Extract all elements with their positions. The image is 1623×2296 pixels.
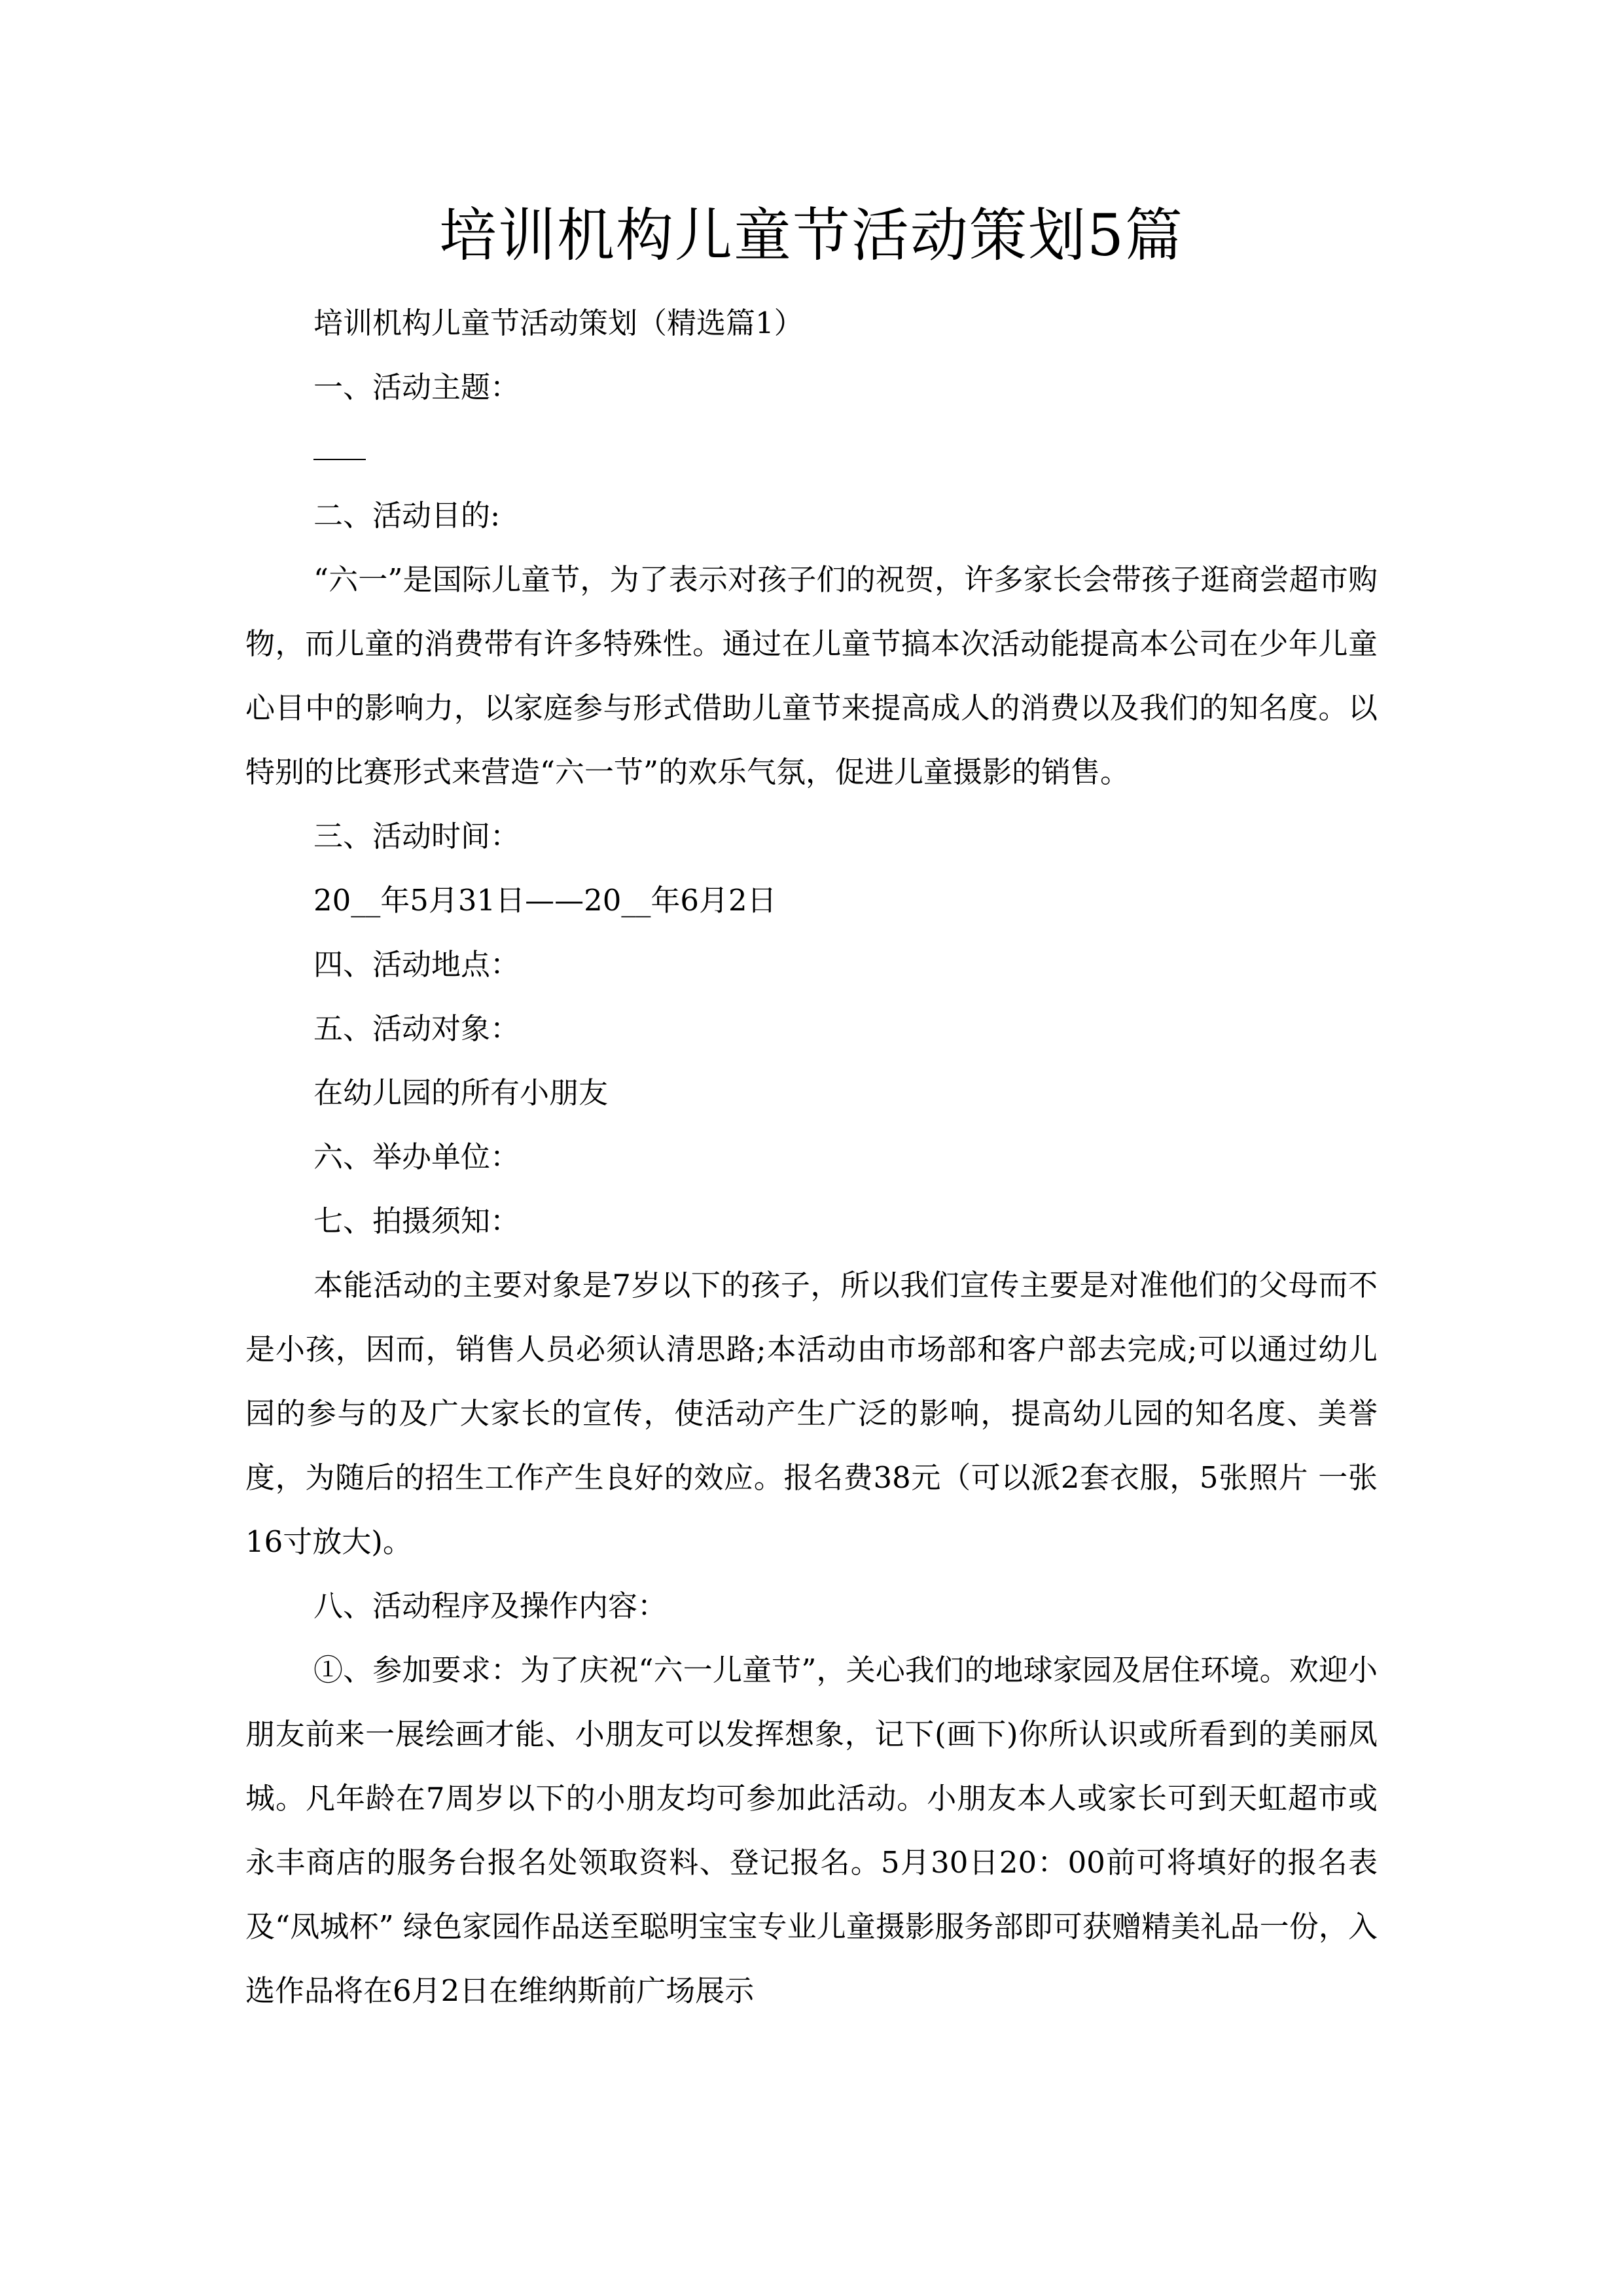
document-body — [245, 291, 1378, 2023]
item-time-heading: 三、活动时间： — [313, 819, 520, 853]
paragraph-time: 20__年5月31日——20__年6月2日 — [313, 883, 777, 918]
item-place-heading: 四、活动地点： — [313, 947, 520, 982]
item-purpose-heading: 二、活动目的: — [313, 498, 501, 533]
paragraph-purpose: “六一”是国际儿童节，为了表示对孩子们的祝贺，许多家长会带孩子逛商尝超市购物，而儿童的消费带有许多特殊性。通过在儿童节搞本次活动能提高本公司在少年儿童心目中的影响力，以家庭参与形式借助儿童节来提高成人的消费以及我们的知名度。以特别的比赛形式来营造“六一节”的欢乐气氛，促进儿童摄影的销售。 — [245, 562, 1378, 789]
section-heading: 培训机构儿童节活动策划（精选篇1） — [313, 306, 804, 340]
paragraph-notice: 本能活动的主要对象是7岁以下的孩子，所以我们宣传主要是对准他们的父母而不是小孩，因而，销售人员必须认清思路;本活动由市场部和客户部去完成;可以通过幼儿园的参与的及广大家长的宣传，使活动产生广泛的影响，提高幼儿园的知名度、美誉度，为随后的招生工作产生良好的效应。报名费38元（可以派2套衣服，5张照片 一张16寸放大)。 — [245, 1268, 1378, 1559]
paragraph-procedure: ①、参加要求：为了庆祝“六一儿童节”，关心我们的地球家园及居住环境。欢迎小朋友前来一展绘画才能、小朋友可以发挥想象，记下(画下)你所认识或所看到的美丽凤城。凡年龄在7周岁以下的小朋友均可参加此活动。小朋友本人或家长可到天虹超市或永丰商店的服务台报名处领取资料、登记报名。5月30日20：00前可将填好的报名表及“凤城杯” 绿色家园作品送至聪明宝宝专业儿童摄影服务部即可获赠精美礼品一份，入选作品将在6月2日在维纳斯前广场展示 — [245, 1653, 1378, 2008]
paragraph-target: 在幼儿园的所有小朋友 — [313, 1075, 609, 1110]
blank-line — [245, 420, 1378, 484]
item-target-heading: 五、活动对象： — [313, 1011, 520, 1046]
item-notice-heading: 七、拍摄须知： — [313, 1204, 520, 1238]
item-procedure-heading: 八、活动程序及操作内容： — [313, 1588, 668, 1623]
item-theme-heading: 一、活动主题： — [313, 370, 520, 404]
blank-underline — [313, 459, 366, 460]
item-organizer-heading: 六、举办单位： — [313, 1139, 520, 1174]
document-title: 培训机构儿童节活动策划5篇 — [439, 202, 1184, 269]
